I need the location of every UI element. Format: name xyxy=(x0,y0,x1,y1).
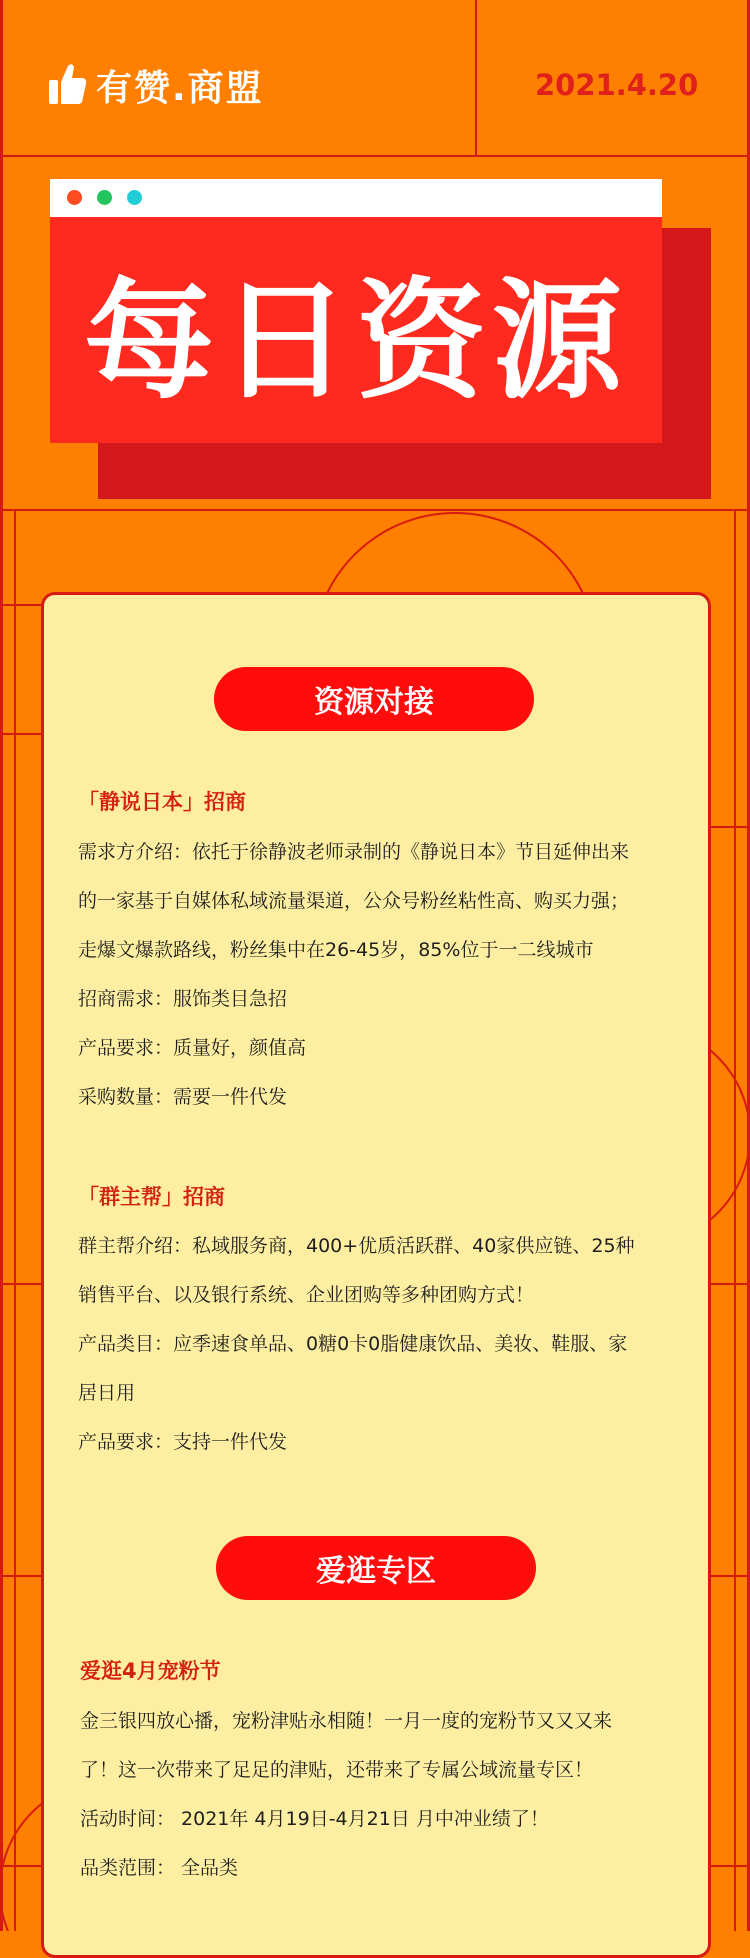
block-heading-qunzhubang: 「群主帮」招商 xyxy=(78,1185,225,1209)
brand-logo xyxy=(48,60,264,111)
block-line: 产品要求：支持一件代发 xyxy=(78,1431,288,1453)
header xyxy=(0,0,750,157)
block-line: 采购数量：需要一件代发 xyxy=(78,1086,288,1108)
window-dot-cyan xyxy=(127,190,142,205)
block-line: 走爆文爆款路线，粉丝集中在26-45岁，85%位于一二线城市 xyxy=(78,939,594,961)
block-line: 了！这一次带来了足足的津贴，还带来了专属公域流量专区！ xyxy=(80,1759,594,1781)
block-line: 居日用 xyxy=(78,1382,136,1404)
window-dot-green xyxy=(97,190,112,205)
block-line: 金三银四放心播，宠粉津贴永相随！一月一度的宠粉节又又又来 xyxy=(80,1710,613,1732)
section-pill-resources: 资源对接 xyxy=(214,667,534,731)
block-line: 销售平台、以及银行系统、企业团购等多种团购方式！ xyxy=(78,1284,535,1306)
block-line: 需求方介绍：依托于徐静波老师录制的《静说日本》节目延伸出来 xyxy=(78,841,630,863)
section-pill-aiguang: 爱逛专区 xyxy=(216,1536,536,1600)
block-line: 产品类目：应季速食单品、0糖0卡0脂健康饮品、美妆、鞋服、家 xyxy=(78,1333,628,1355)
thumbs-up-icon xyxy=(48,62,88,110)
window-dot-red xyxy=(67,190,82,205)
block-heading-jingshuo: 「静说日本」招商 xyxy=(78,790,246,814)
block-line: 产品要求：质量好，颜值高 xyxy=(78,1037,307,1059)
block-heading-pet-fan-festival: 爱逛4月宠粉节 xyxy=(80,1659,221,1683)
block-line: 招商需求：服饰类目急招 xyxy=(78,988,288,1010)
block-line: 品类范围： 全品类 xyxy=(80,1857,239,1879)
block-line: 活动时间： 2021年 4月19日-4月21日 月中冲业绩了！ xyxy=(80,1808,549,1830)
block-line: 的一家基于自媒体私域流量渠道，公众号粉丝粘性高、购买力强； xyxy=(78,890,630,912)
issue-date: 2021.4.20 xyxy=(535,68,699,102)
brand-name: 有赞.商盟 xyxy=(96,68,264,109)
banner-title: 每日资源 xyxy=(83,264,628,417)
block-line: 群主帮介绍：私域服务商，400+优质活跃群、40家供应链、25种 xyxy=(78,1235,635,1257)
